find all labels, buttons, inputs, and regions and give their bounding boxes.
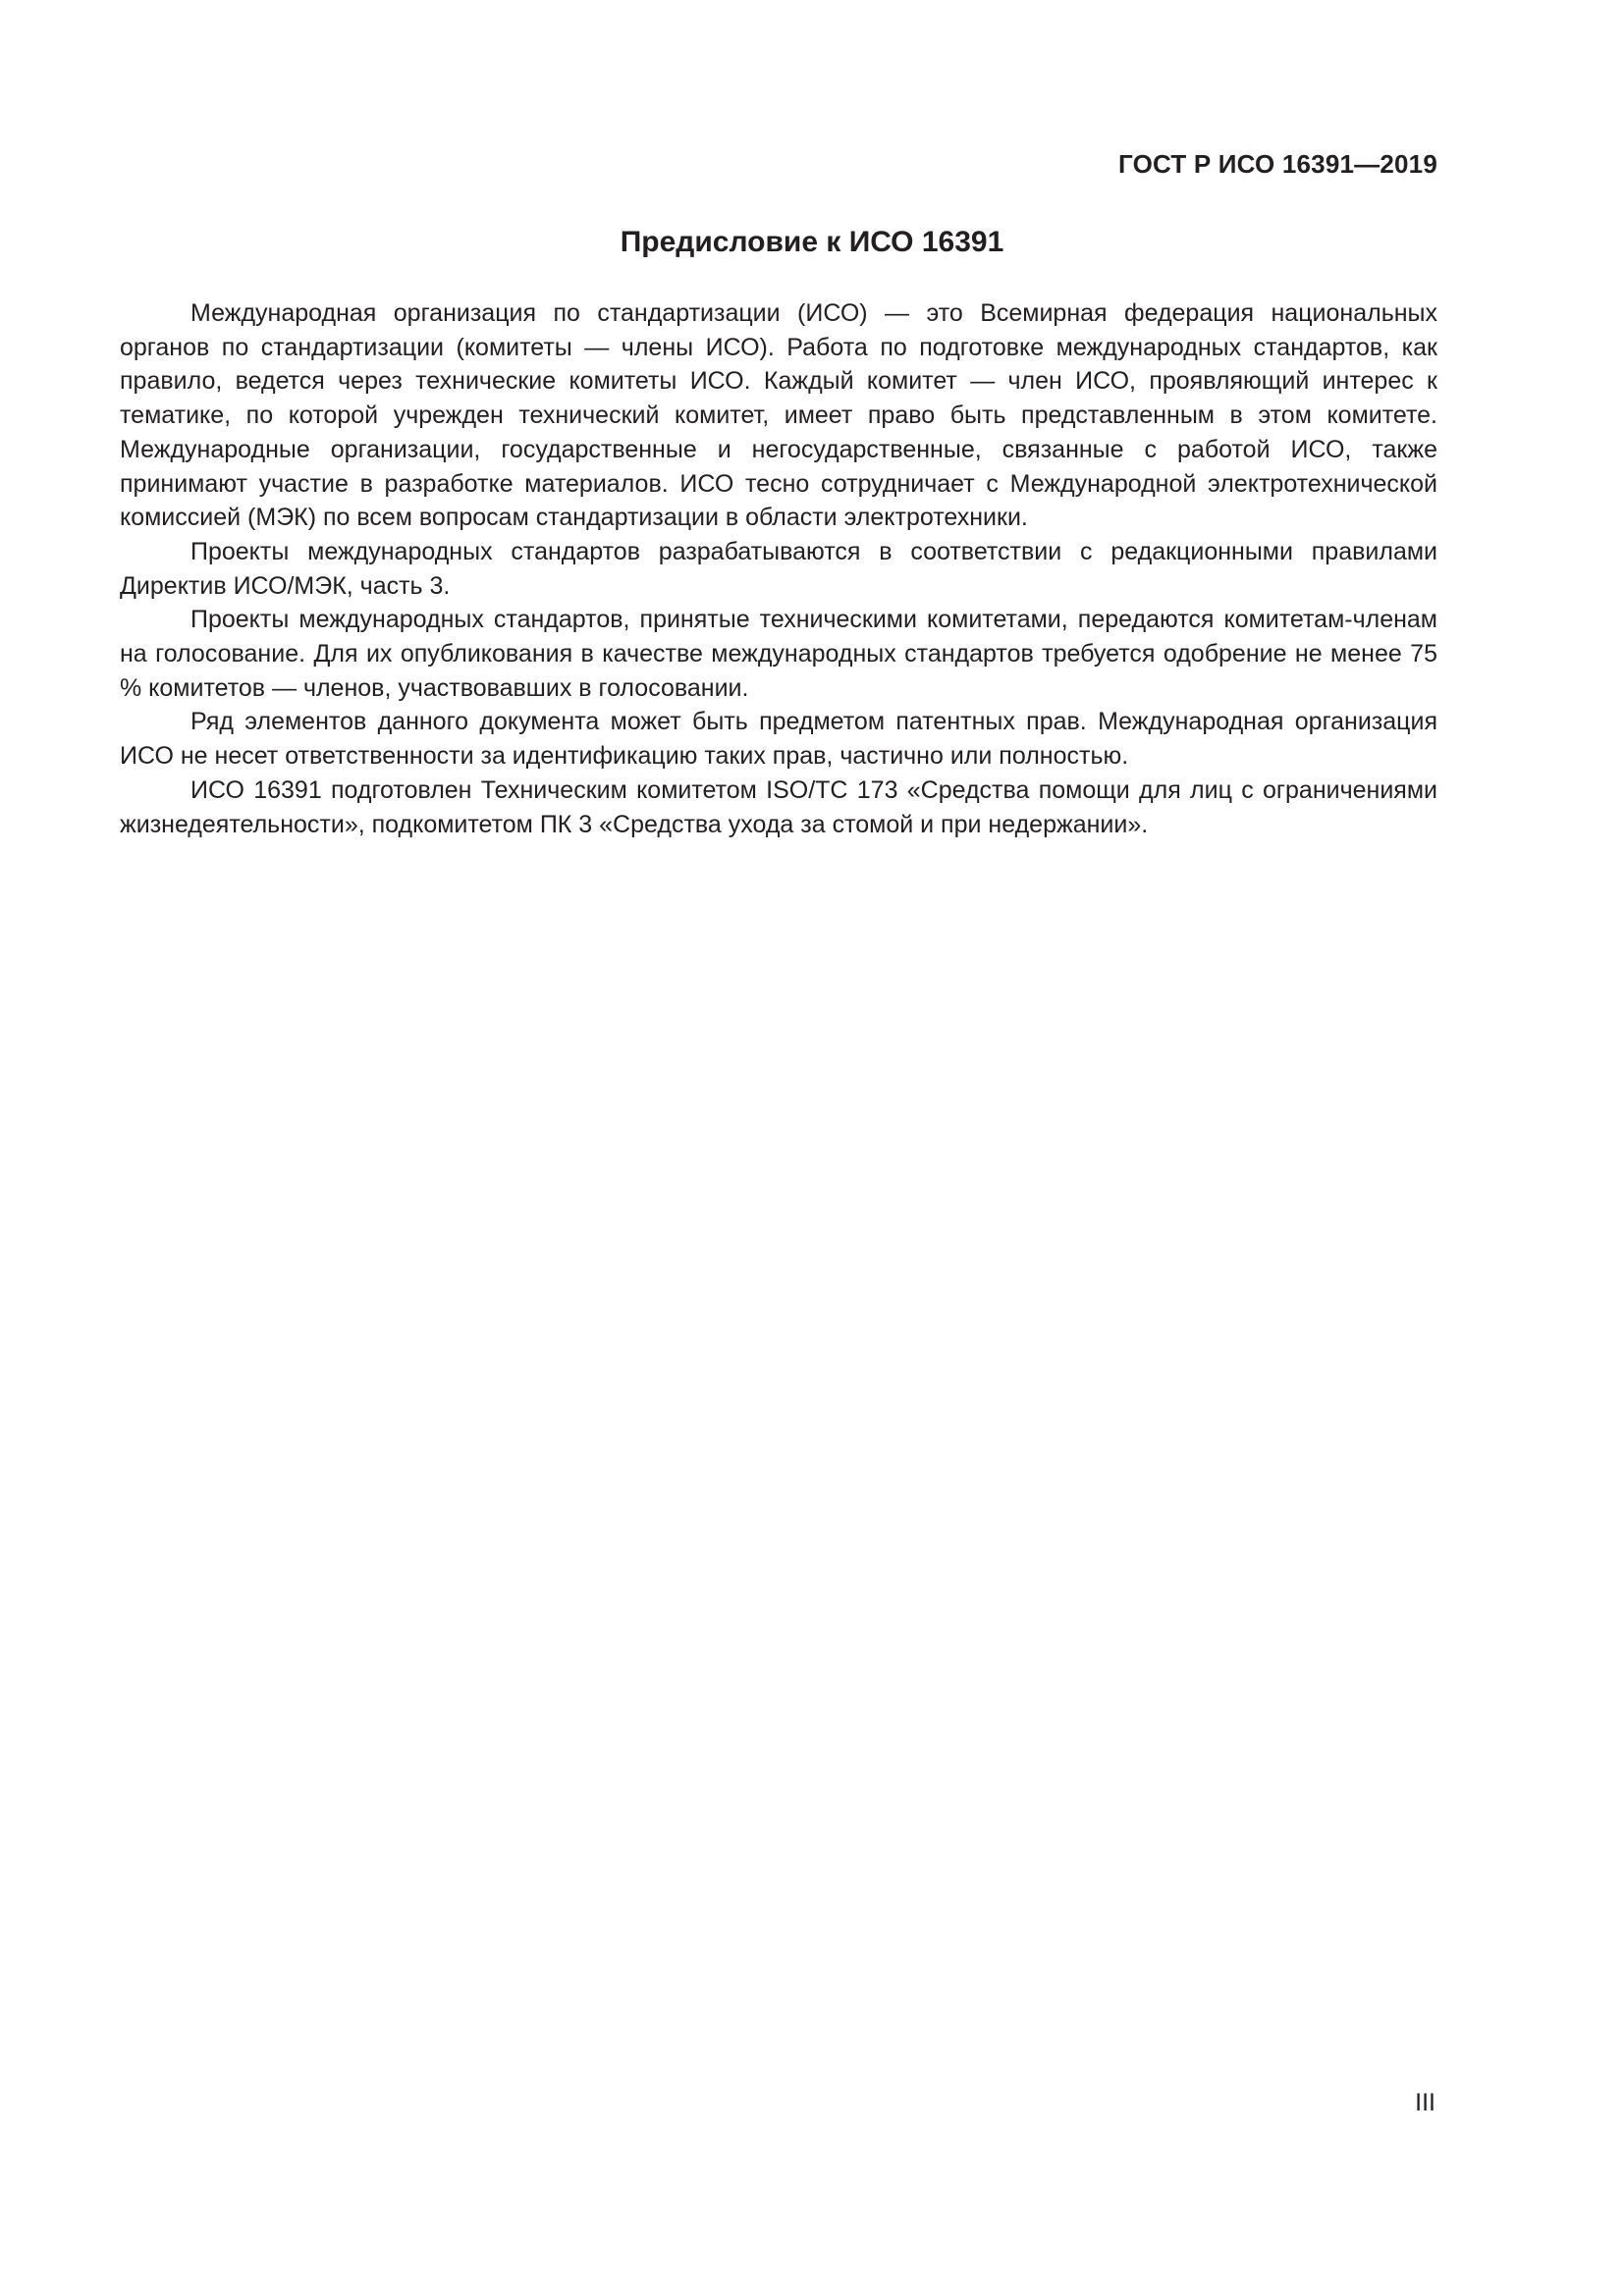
- document-code-header: ГОСТ Р ИСО 16391—2019: [1117, 149, 1437, 179]
- body-text: [120, 296, 1437, 841]
- page-number: III: [1415, 2089, 1435, 2116]
- page-title: Предисловие к ИСО 16391: [620, 226, 1004, 258]
- paragraph: Ряд элементов данного документа может быть предметом патентных прав. Международная организация ИСО не несет ответственности за идентификацию таких прав, частично или полностью.: [120, 708, 1437, 771]
- paragraph: ИСО 16391 подготовлен Техническим комитетом ISO/TC 173 «Средства помощи для лиц с ограничениями жизнедеятельности», подкомитетом ПК 3 «Средства ухода за стомой и при недержании».: [120, 775, 1437, 838]
- paragraph: Международная организация по стандартизации (ИСО) — это Всемирная федерация национальных органов по стандартизации (комитеты — члены ИСО). Работа по подготовке международных стандартов, как правило, ведется через технические комитеты ИСО. Каждый комитет — член ИСО, проявляющий интерес к тематике, по которой учрежден технический комитет, имеет право быть представленным в этом комитете. Международные организации, государственные и негосударственные, связанные с работой ИСО, также принимают участие в разработке материалов. ИСО тесно сотрудничает с Международной электротехнической комиссией (МЭК) по всем вопросам стандартизации в области электротехники.: [120, 299, 1437, 532]
- paragraph: Проекты международных стандартов, принятые техническими комитетами, передаются комитетам-членам на голосование. Для их опубликования в качестве международных стандартов требуется одобрение не менее 75 % комитетов — членов, участвовавших в голосовании.: [120, 606, 1437, 702]
- paragraph: Проекты международных стандартов разрабатываются в соответствии с редакционными правилами Директив ИСО/МЭК, часть 3.: [120, 537, 1437, 600]
